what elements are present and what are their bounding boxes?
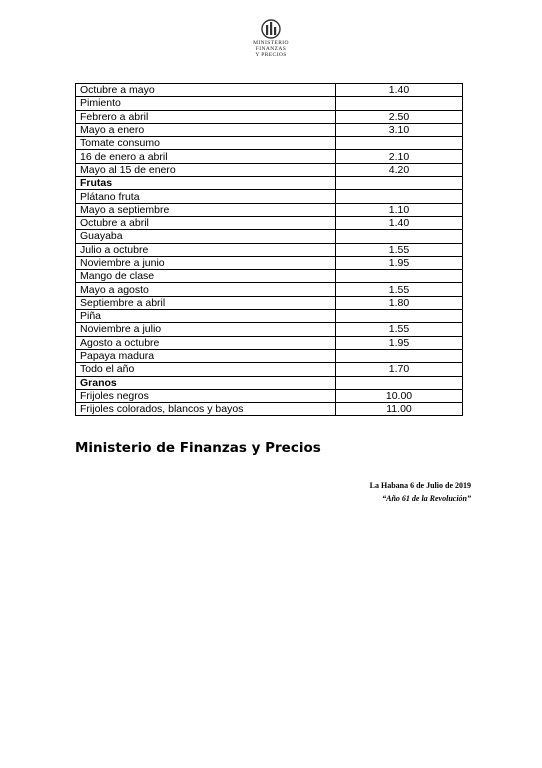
motto-line: “Año 61 de la Revolución” xyxy=(382,494,471,503)
product-label: Mayo a agosto xyxy=(76,283,336,296)
price-value xyxy=(336,376,463,389)
product-label: Mayo al 15 de enero xyxy=(76,163,336,176)
product-label: Mayo a enero xyxy=(76,123,336,136)
date-line: La Habana 6 de Julio de 2019 xyxy=(369,481,471,490)
product-label: Septiembre a abril xyxy=(76,296,336,309)
price-value: 11.00 xyxy=(336,403,463,416)
ministry-logo xyxy=(246,18,296,58)
product-label: Agosto a octubre xyxy=(76,336,336,349)
product-label: Granos xyxy=(76,376,336,389)
product-label: Noviembre a junio xyxy=(76,256,336,269)
logo-line-1: MINISTERIO xyxy=(253,40,289,46)
product-label: Mango de clase xyxy=(76,270,336,283)
table-row xyxy=(76,310,463,323)
price-value: 2.50 xyxy=(336,110,463,123)
table-row xyxy=(76,163,463,176)
table-row xyxy=(76,150,463,163)
price-table-body xyxy=(76,84,463,416)
product-label: Octubre a mayo xyxy=(76,84,336,97)
table-row xyxy=(76,363,463,376)
table-row xyxy=(76,84,463,97)
table-row xyxy=(76,389,463,402)
product-label: Febrero a abril xyxy=(76,110,336,123)
product-label: Frijoles negros xyxy=(76,389,336,402)
price-value xyxy=(336,349,463,362)
table-row xyxy=(76,123,463,136)
product-label: Julio a octubre xyxy=(76,243,336,256)
product-label: Piña xyxy=(76,310,336,323)
table-row xyxy=(76,349,463,362)
table-row xyxy=(76,137,463,150)
product-label: Guayaba xyxy=(76,230,336,243)
price-value: 1.80 xyxy=(336,296,463,309)
table-row xyxy=(76,336,463,349)
emblem-icon xyxy=(261,18,281,40)
price-value xyxy=(336,310,463,323)
price-value: 1.55 xyxy=(336,243,463,256)
product-label: Octubre a abril xyxy=(76,216,336,229)
price-value: 1.55 xyxy=(336,283,463,296)
price-value: 1.10 xyxy=(336,203,463,216)
table-row xyxy=(76,296,463,309)
price-value xyxy=(336,137,463,150)
price-value xyxy=(336,97,463,110)
price-value: 1.55 xyxy=(336,323,463,336)
table-row xyxy=(76,283,463,296)
price-value xyxy=(336,177,463,190)
product-label: Todo el año xyxy=(76,363,336,376)
price-value: 1.95 xyxy=(336,336,463,349)
price-value xyxy=(336,190,463,203)
logo-line-3: Y PRECIOS xyxy=(255,52,287,58)
product-label: 16 de enero a abril xyxy=(76,150,336,163)
product-label: Papaya madura xyxy=(76,349,336,362)
price-value: 1.70 xyxy=(336,363,463,376)
price-value xyxy=(336,230,463,243)
table-row xyxy=(76,270,463,283)
table-row xyxy=(76,97,463,110)
product-label: Frijoles colorados, blancos y bayos xyxy=(76,403,336,416)
product-label: Plátano fruta xyxy=(76,190,336,203)
price-value: 3.10 xyxy=(336,123,463,136)
price-value: 10.00 xyxy=(336,389,463,402)
product-label: Mayo a septiembre xyxy=(76,203,336,216)
product-label: Noviembre a julio xyxy=(76,323,336,336)
table-row xyxy=(76,256,463,269)
price-table xyxy=(75,83,463,416)
table-row xyxy=(76,177,463,190)
price-value: 1.40 xyxy=(336,216,463,229)
price-value: 2.10 xyxy=(336,150,463,163)
table-row xyxy=(76,323,463,336)
table-row xyxy=(76,403,463,416)
table-row xyxy=(76,216,463,229)
product-label: Pimiento xyxy=(76,97,336,110)
logo-line-2: FINANZAS xyxy=(255,46,287,52)
product-label: Tomate consumo xyxy=(76,137,336,150)
table-row xyxy=(76,110,463,123)
table-row xyxy=(76,190,463,203)
price-value: 1.95 xyxy=(336,256,463,269)
table-row xyxy=(76,203,463,216)
price-value: 1.40 xyxy=(336,84,463,97)
price-value: 4.20 xyxy=(336,163,463,176)
table-row xyxy=(76,376,463,389)
table-row xyxy=(76,243,463,256)
price-value xyxy=(336,270,463,283)
table-row xyxy=(76,230,463,243)
product-label: Frutas xyxy=(76,177,336,190)
ministry-name: Ministerio de Finanzas y Precios xyxy=(75,440,321,456)
